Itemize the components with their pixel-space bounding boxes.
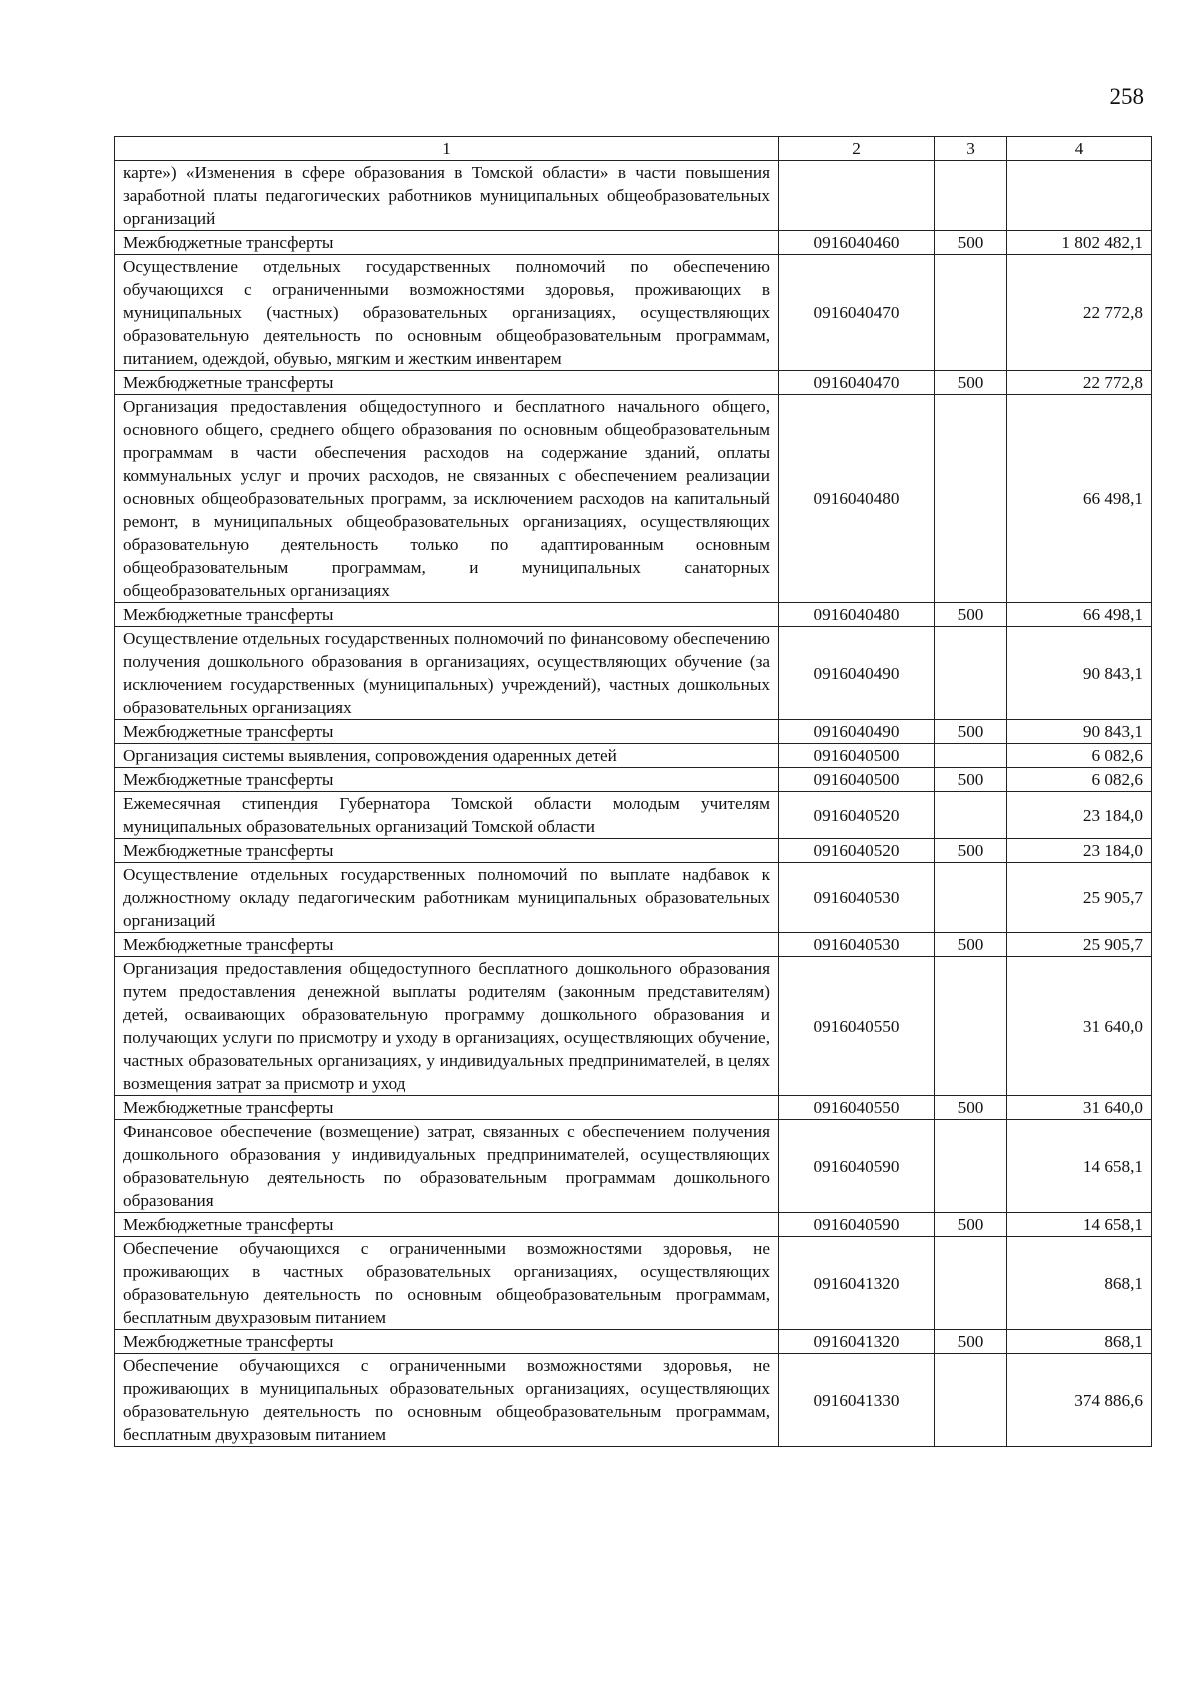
row-name: Межбюджетные трансферты — [115, 768, 779, 792]
row-type — [935, 863, 1007, 933]
row-code: 0916040520 — [779, 839, 935, 863]
row-type — [935, 1237, 1007, 1330]
row-amount: 868,1 — [1007, 1330, 1152, 1354]
row-name: карте») «Изменения в сфере образования в Томской области» в части повышения заработной платы педагогических работников муниципальных общеобразовательных организаций — [115, 161, 779, 231]
row-name: Ежемесячная стипендия Губернатора Томской области молодым учителям муниципальных образовательных организаций Томской области — [115, 792, 779, 839]
row-name: Организация предоставления общедоступного и бесплатного начального общего, основного общего, среднего общего образования по основным общеобразовательным программам в части обеспечения расходов на содержание зданий, оплаты коммунальных услуг и прочих расходов, не связанных с обеспечением реализации основных общеобразовательных программ, за исключением расходов на капитальный ремонт, в муниципальных общеобразовательных организациях, осуществляющих образовательную деятельность только по адаптированным основным общеобразовательным программам, и муниципальных санаторных общеобразовательных организациях — [115, 395, 779, 603]
row-code: 0916041320 — [779, 1330, 935, 1354]
row-amount: 25 905,7 — [1007, 863, 1152, 933]
row-amount: 14 658,1 — [1007, 1213, 1152, 1237]
table-row — [115, 720, 1152, 744]
row-type — [935, 627, 1007, 720]
table-row — [115, 957, 1152, 1096]
row-type — [935, 255, 1007, 371]
row-type — [935, 744, 1007, 768]
row-name: Межбюджетные трансферты — [115, 1213, 779, 1237]
row-code: 0916040470 — [779, 371, 935, 395]
row-amount: 90 843,1 — [1007, 720, 1152, 744]
header-col-1: 1 — [115, 137, 779, 161]
row-name: Осуществление отдельных государственных полномочий по выплате надбавок к должностному окладу педагогическим работникам муниципальных образовательных организаций — [115, 863, 779, 933]
table-row — [115, 395, 1152, 603]
row-amount: 1 802 482,1 — [1007, 231, 1152, 255]
header-col-3: 3 — [935, 137, 1007, 161]
row-code: 0916040520 — [779, 792, 935, 839]
table-body — [115, 161, 1152, 1447]
row-code: 0916040490 — [779, 627, 935, 720]
row-name: Обеспечение обучающихся с ограниченными возможностями здоровья, не проживающих в частных образовательных организациях, осуществляющих образовательную деятельность по основным общеобразовательным программам, бесплатным двухразовым питанием — [115, 1237, 779, 1330]
row-name: Межбюджетные трансферты — [115, 933, 779, 957]
row-type — [935, 161, 1007, 231]
row-type — [935, 1354, 1007, 1447]
table-row — [115, 863, 1152, 933]
table-row — [115, 603, 1152, 627]
row-code: 0916040530 — [779, 933, 935, 957]
table-row — [115, 744, 1152, 768]
table-row — [115, 1096, 1152, 1120]
row-type: 500 — [935, 1330, 1007, 1354]
table-row — [115, 839, 1152, 863]
row-code: 0916040590 — [779, 1120, 935, 1213]
row-amount: 23 184,0 — [1007, 792, 1152, 839]
row-code: 0916040590 — [779, 1213, 935, 1237]
row-type: 500 — [935, 231, 1007, 255]
row-name: Осуществление отдельных государственных полномочий по финансовому обеспечению получения дошкольного образования в организациях, осуществляющих обучение (за исключением государственных (муниципальных) учреждений), частных дошкольных образовательных организациях — [115, 627, 779, 720]
table-header-row — [115, 137, 1152, 161]
row-type — [935, 395, 1007, 603]
table-row — [115, 933, 1152, 957]
row-code: 0916040550 — [779, 1096, 935, 1120]
table-row — [115, 1237, 1152, 1330]
row-type — [935, 1120, 1007, 1213]
row-amount: 22 772,8 — [1007, 255, 1152, 371]
row-name: Обеспечение обучающихся с ограниченными возможностями здоровья, не проживающих в муниципальных образовательных организациях, осуществляющих образовательную деятельность по основным общеобразовательным программам, бесплатным двухразовым питанием — [115, 1354, 779, 1447]
table-row — [115, 1330, 1152, 1354]
row-name: Межбюджетные трансферты — [115, 720, 779, 744]
row-name: Межбюджетные трансферты — [115, 839, 779, 863]
row-code: 0916041320 — [779, 1237, 935, 1330]
row-amount: 6 082,6 — [1007, 744, 1152, 768]
table-row — [115, 161, 1152, 231]
row-type: 500 — [935, 768, 1007, 792]
row-amount: 25 905,7 — [1007, 933, 1152, 957]
row-code: 0916040500 — [779, 744, 935, 768]
row-amount: 6 082,6 — [1007, 768, 1152, 792]
row-type — [935, 792, 1007, 839]
row-amount: 868,1 — [1007, 1237, 1152, 1330]
row-amount — [1007, 161, 1152, 231]
row-code: 0916040490 — [779, 720, 935, 744]
row-name: Финансовое обеспечение (возмещение) затрат, связанных с обеспечением получения дошкольного образования у индивидуальных предпринимателей, осуществляющих образовательную деятельность по образовательным программам дошкольного образования — [115, 1120, 779, 1213]
row-amount: 374 886,6 — [1007, 1354, 1152, 1447]
header-col-2: 2 — [779, 137, 935, 161]
row-type — [935, 957, 1007, 1096]
table-row — [115, 768, 1152, 792]
row-code: 0916040530 — [779, 863, 935, 933]
row-name: Межбюджетные трансферты — [115, 1330, 779, 1354]
row-name: Организация предоставления общедоступного бесплатного дошкольного образования путем предоставления денежной выплаты родителям (законным представителям) детей, осваивающих образовательную программу дошкольного образования и получающих услуги по присмотру и уходу в организациях, осуществляющих обучение, частных образовательных организациях, у индивидуальных предпринимателей, в целях возмещения затрат за присмотр и уход — [115, 957, 779, 1096]
budget-table — [114, 136, 1152, 1447]
row-amount: 14 658,1 — [1007, 1120, 1152, 1213]
table-row — [115, 255, 1152, 371]
row-amount: 66 498,1 — [1007, 395, 1152, 603]
row-type: 500 — [935, 603, 1007, 627]
page-number: 258 — [1109, 84, 1144, 109]
row-name: Организация системы выявления, сопровождения одаренных детей — [115, 744, 779, 768]
row-name: Межбюджетные трансферты — [115, 231, 779, 255]
header-col-4: 4 — [1007, 137, 1152, 161]
table-row — [115, 627, 1152, 720]
row-type: 500 — [935, 1096, 1007, 1120]
row-code: 0916040480 — [779, 603, 935, 627]
row-code: 0916040460 — [779, 231, 935, 255]
row-type: 500 — [935, 1213, 1007, 1237]
row-code — [779, 161, 935, 231]
row-amount: 22 772,8 — [1007, 371, 1152, 395]
row-amount: 31 640,0 — [1007, 957, 1152, 1096]
row-type: 500 — [935, 371, 1007, 395]
row-code: 0916040470 — [779, 255, 935, 371]
table-row — [115, 792, 1152, 839]
row-name: Межбюджетные трансферты — [115, 603, 779, 627]
row-name: Межбюджетные трансферты — [115, 371, 779, 395]
row-type: 500 — [935, 839, 1007, 863]
row-code: 0916041330 — [779, 1354, 935, 1447]
row-code: 0916040550 — [779, 957, 935, 1096]
table-row — [115, 1354, 1152, 1447]
table-row — [115, 1213, 1152, 1237]
table-row — [115, 231, 1152, 255]
row-name: Межбюджетные трансферты — [115, 1096, 779, 1120]
row-name: Осуществление отдельных государственных полномочий по обеспечению обучающихся с ограниченными возможностями здоровья, проживающих в муниципальных (частных) образовательных организациях, осуществляющих образовательную деятельность по основным общеобразовательным программам, питанием, одеждой, обувью, мягким и жестким инвентарем — [115, 255, 779, 371]
row-amount: 31 640,0 — [1007, 1096, 1152, 1120]
row-type: 500 — [935, 933, 1007, 957]
row-amount: 23 184,0 — [1007, 839, 1152, 863]
row-code: 0916040480 — [779, 395, 935, 603]
row-amount: 90 843,1 — [1007, 627, 1152, 720]
table-row — [115, 1120, 1152, 1213]
row-type: 500 — [935, 720, 1007, 744]
row-amount: 66 498,1 — [1007, 603, 1152, 627]
row-code: 0916040500 — [779, 768, 935, 792]
table-row — [115, 371, 1152, 395]
